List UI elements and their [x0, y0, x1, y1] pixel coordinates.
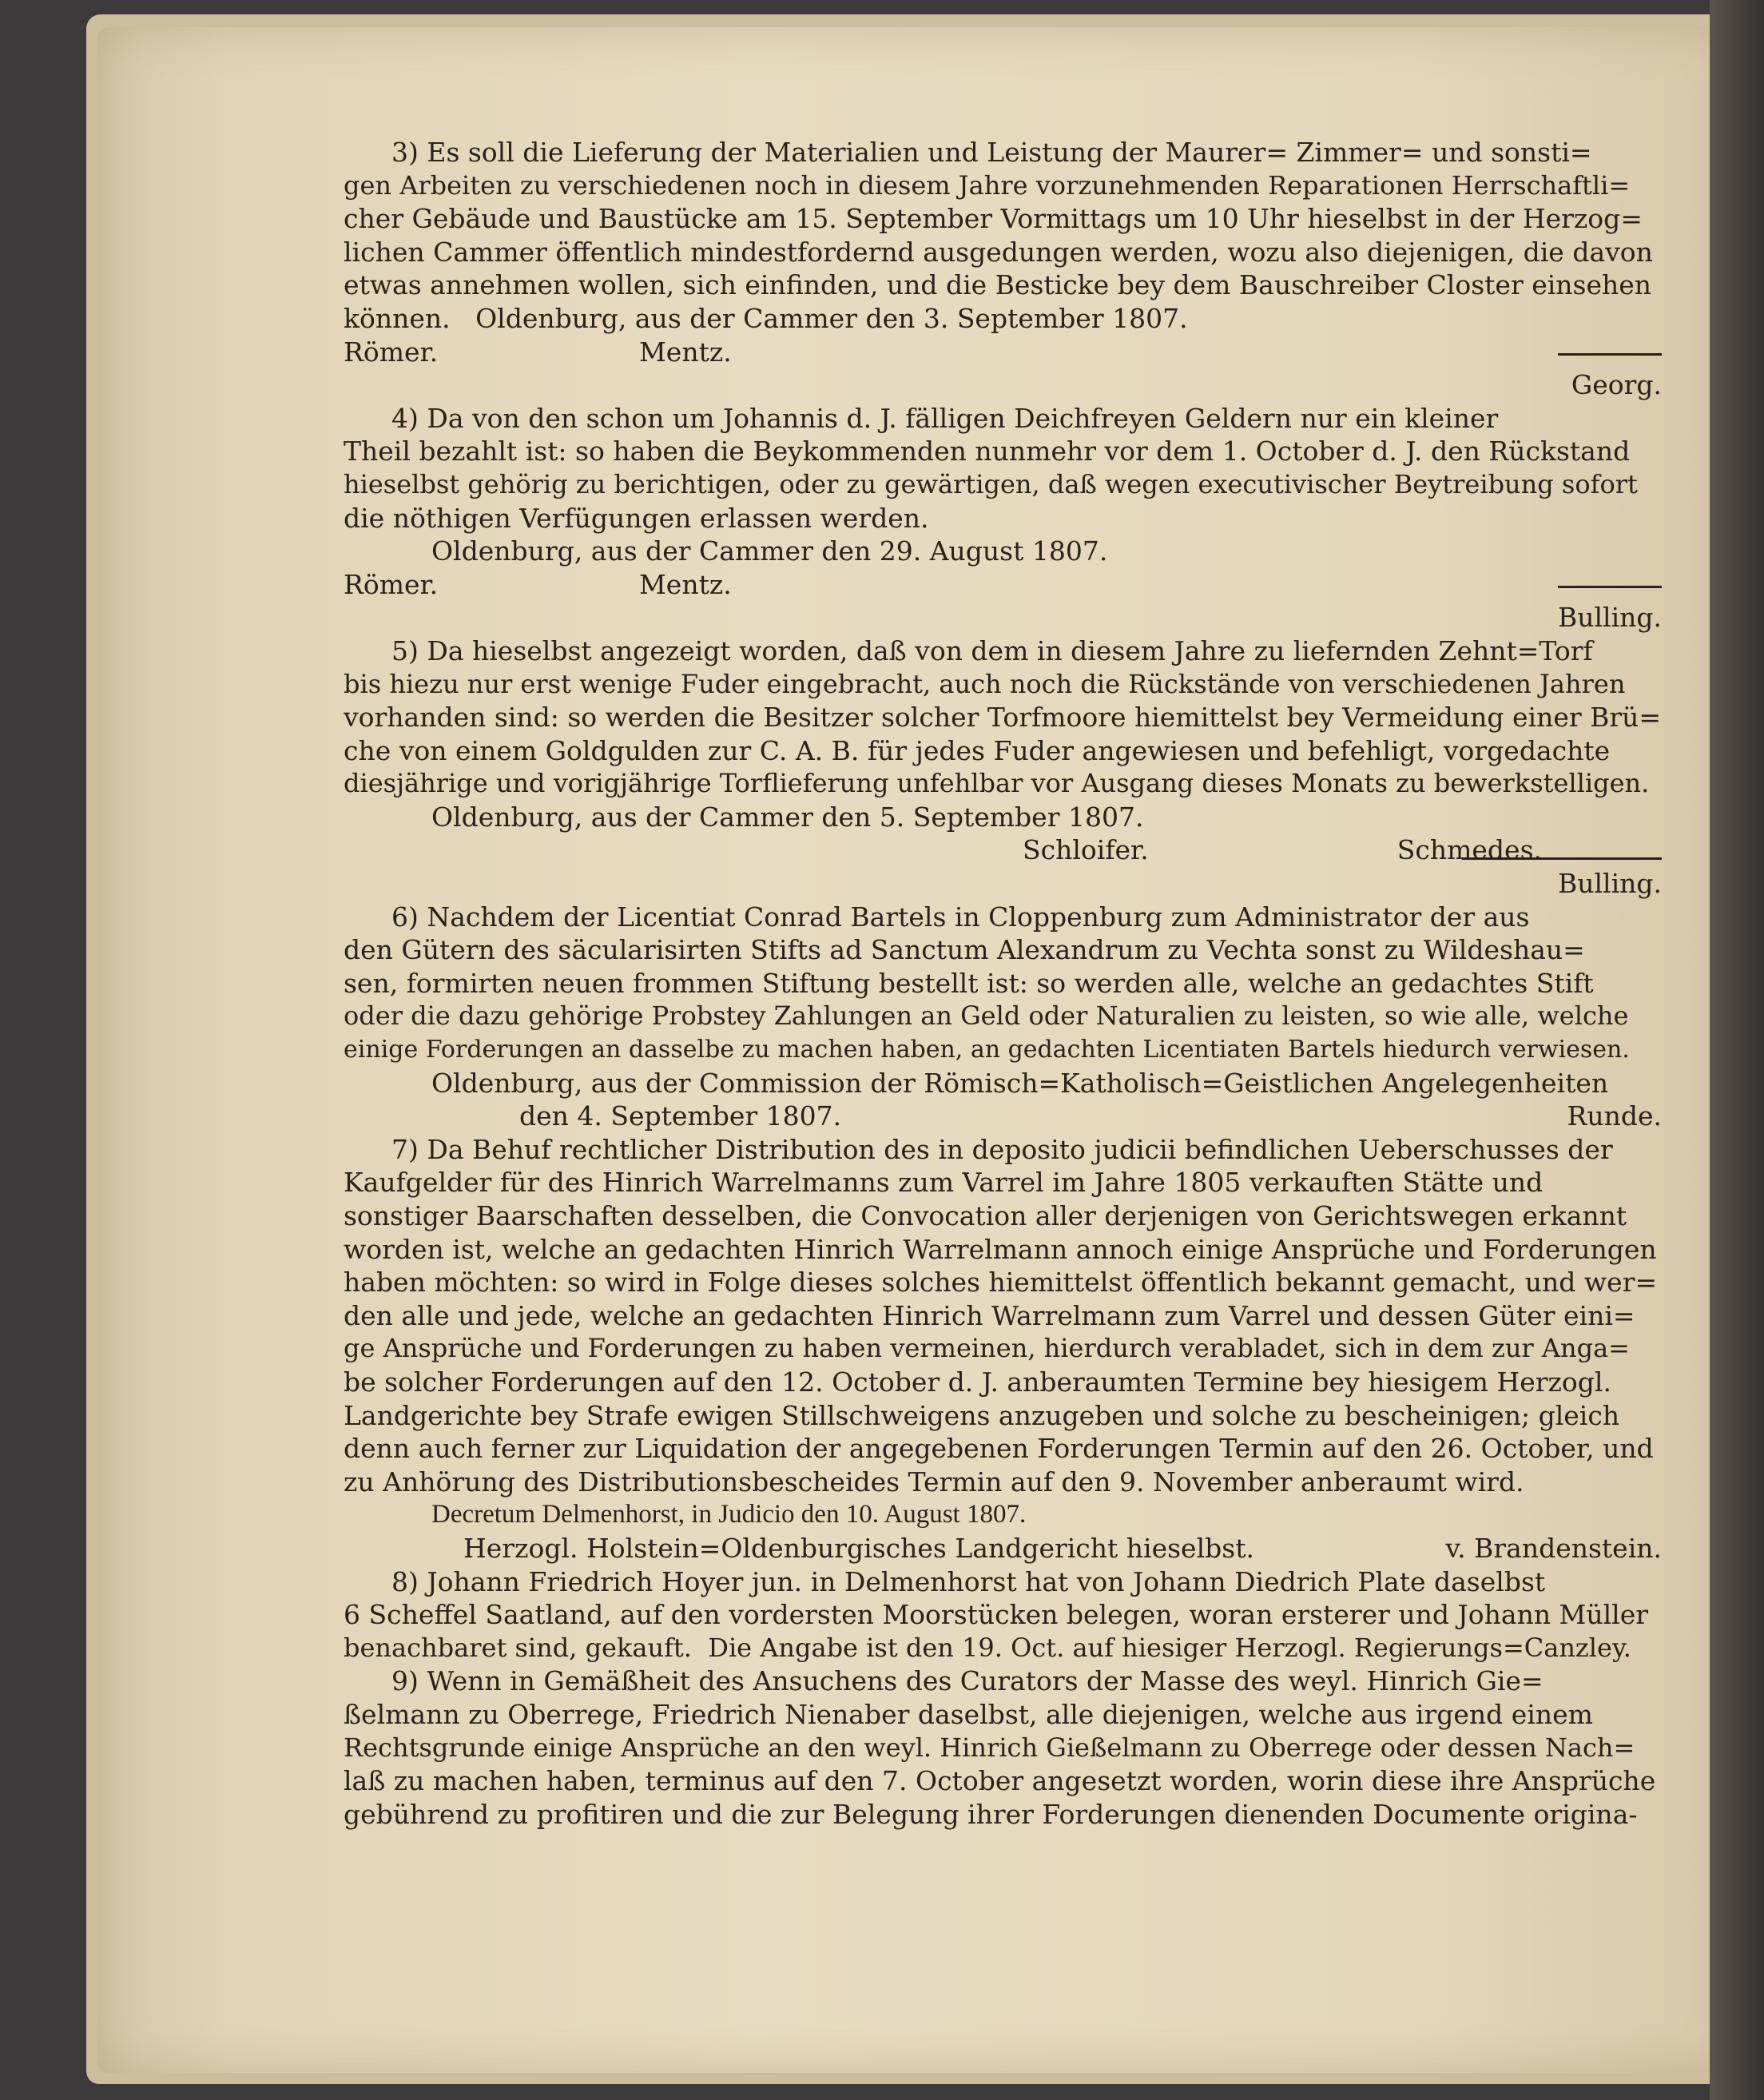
text-line: 6) Nachdem der Licentiat Conrad Bartels in Cloppenburg zum Administrator der aus — [391, 901, 1530, 933]
printed-text — [344, 136, 1662, 1831]
text-line: hieselbst gehörig zu berichtigen, oder zu gewärtigen, daß wegen executivischer Beytreibung sofort — [344, 468, 1638, 499]
text-line: laß zu machen haben, terminus auf den 7. October angesetzt worden, worin diese ihre Ansprüche — [344, 1765, 1656, 1797]
notice-5 — [344, 634, 1662, 901]
text-line: ßelmann zu Oberrege, Friedrich Nienaber daselbst, alle diejenigen, welche aus irgend einem — [344, 1698, 1593, 1730]
court-signature-row — [344, 1532, 1662, 1565]
signature-rule — [1558, 586, 1662, 588]
text-line: 8) Johann Friedrich Hoyer jun. in Delmenhorst hat von Johann Diedrich Plate daselbst — [391, 1565, 1546, 1597]
text-line: Landgerichte bey Strafe ewigen Stillschweigens anzugeben und solche zu bescheinigen; gleich — [344, 1399, 1620, 1431]
signature-bulling: Bulling. — [1557, 602, 1662, 634]
text-line: einige Forderungen an dasselbe zu machen haben, an gedachten Licentiaten Bartels hiedurch verwiesen. — [344, 1036, 1630, 1064]
text-line: 5) Da hieselbst angezeigt worden, daß von dem in diesem Jahre zu liefernden Zehnt=Torf — [391, 634, 1593, 666]
signature-brandenstein: v. Brandenstein. — [1445, 1532, 1662, 1564]
signature-rule — [1462, 857, 1662, 860]
signature-mentz: Mentz. — [639, 336, 732, 368]
text-line: die nöthigen Verfügungen erlassen werden. — [344, 502, 929, 534]
text-line: Rechtsgrunde einige Ansprüche an den weyl. Hinrich Gießelmann zu Oberrege oder dessen Nach= — [344, 1732, 1635, 1763]
text-line: diesjährige und vorigjährige Torflieferung unfehlbar vor Ausgang dieses Monats zu bewerkstelligen. — [344, 768, 1650, 799]
signature-rule — [1558, 353, 1662, 356]
text-line: 6 Scheffel Saatland, auf den vordersten Moorstücken belegen, woran ersterer und Johann Müller — [344, 1599, 1649, 1631]
signature-roemer: Römer. — [344, 568, 439, 600]
text-line: den Gütern des säcularisirten Stifts ad Sanctum Alexandrum zu Vechta sonst zu Wildeshau= — [344, 934, 1585, 966]
signature-georg: Georg. — [1571, 369, 1662, 401]
signature-row — [344, 568, 1662, 602]
text-line: können. Oldenburg, aus der Cammer den 3. September 1807. — [344, 302, 1188, 334]
book-spine — [1710, 0, 1764, 2100]
text-line: gebührend zu profitiren und die zur Belegung ihrer Forderungen dienenden Documente origina- — [344, 1798, 1638, 1830]
text-line: haben möchten: so wird in Folge dieses solches hiemittelst öffentlich bekannt gemacht, und wer= — [344, 1267, 1658, 1299]
text-line: Kaufgelder für des Hinrich Warrelmanns zum Varrel im Jahre 1805 verkauften Stätte und — [344, 1167, 1544, 1199]
signature-schloifer: Schloifer. — [1023, 834, 1149, 866]
place-date: Oldenburg, aus der Cammer den 29. August 1807. — [431, 535, 1108, 567]
text-line: benachbaret sind, gekauft. Die Angabe ist den 19. Oct. auf hiesiger Herzogl. Regierungs=Canzley. — [344, 1632, 1631, 1663]
text-line: den alle und jede, welche an gedachten Hinrich Warrelmann zum Varrel und dessen Güter eini= — [344, 1299, 1635, 1331]
text-line: 4) Da von den schon um Johannis d. J. fälligen Deichfreyen Geldern nur ein kleiner — [391, 402, 1499, 434]
text-line: vorhanden sind: so werden die Besitzer solcher Torfmoore hiemittelst bey Vermeidung einer Brü= — [344, 702, 1662, 734]
signature-runde: Runde. — [1567, 1100, 1662, 1132]
text-line: denn auch ferner zur Liquidation der angegebenen Forderungen Termin auf den 26. October, und — [344, 1433, 1654, 1465]
text-line: ge Ansprüche und Forderungen zu haben vermeinen, hierdurch verabladet, sich in dem zur Anga= — [344, 1333, 1630, 1364]
notice-8 — [344, 1565, 1662, 1665]
signature-schmedes: Schmedes. — [1396, 834, 1542, 866]
signature-row — [344, 336, 1662, 369]
decree-line: Decretum Delmenhorst, in Judicio den 10. August 1807. — [431, 1500, 1027, 1529]
signature-bulling: Bulling. — [1557, 868, 1662, 900]
text-line: be solcher Forderungen auf den 12. October d. J. anberaumten Termine bey hiesigem Herzogl. — [344, 1366, 1611, 1398]
text-line: che von einem Goldgulden zur C. A. B. für jedes Fuder angewiesen und befehligt, vorgedachte — [344, 734, 1611, 766]
text-line: 3) Es soll die Lieferung der Materialien und Leistung der Maurer= Zimmer= und sonsti= — [391, 137, 1592, 168]
signature-mentz: Mentz. — [639, 568, 732, 600]
text-line: oder die dazu gehörige Probstey Zahlungen an Geld oder Naturalien zu leisten, so wie alle, welche — [344, 1000, 1629, 1032]
text-line: sen, formirten neuen frommen Stiftung bestellt ist: so werden alle, welche an gedachtes Stift — [344, 967, 1594, 999]
text-line: 9) Wenn in Gemäßheit des Ansuchens des Curators der Masse des weyl. Hinrich Gie= — [391, 1665, 1544, 1697]
notice-6 — [344, 901, 1662, 1133]
text-line: 7) Da Behuf rechtlicher Distribution des in deposito judicii befindlichen Ueberschusses der — [391, 1133, 1613, 1165]
signature-roemer: Römer. — [344, 336, 439, 368]
text-line: lichen Cammer öffentlich mindestfordernd ausgedungen werden, wozu also diejenigen, die davon — [344, 236, 1653, 268]
notice-7 — [344, 1133, 1662, 1565]
text-line: zu Anhörung des Distributionsbescheides Termin auf den 9. November anberaumt wird. — [344, 1466, 1524, 1497]
notice-4 — [344, 402, 1662, 634]
text-line: gen Arbeiten zu verschiedenen noch in diesem Jahre vorzunehmenden Reparationen Herrschaftli= — [344, 169, 1631, 201]
text-line: cher Gebäude und Baustücke am 15. September Vormittags um 10 Uhr hieselbst in der Herzog= — [344, 203, 1643, 235]
notice-9 — [344, 1664, 1662, 1831]
place-line: Oldenburg, aus der Commission der Römisch=Katholisch=Geistlichen Angelegenheiten — [431, 1067, 1609, 1099]
text-line: bis hiezu nur erst wenige Fuder eingebracht, auch noch die Rückstände von verschiedenen Jahren — [344, 668, 1626, 699]
date-line: den 4. September 1807. — [519, 1100, 842, 1132]
text-line: worden ist, welche an gedachten Hinrich Warrelmann annoch einige Ansprüche und Forderungen — [344, 1233, 1657, 1265]
text-line: etwas annehmen wollen, sich einfinden, und die Besticke bey dem Bauschreiber Closter einsehen — [344, 269, 1652, 301]
place-date: Oldenburg, aus der Cammer den 5. September 1807. — [431, 801, 1144, 833]
text-line: sonstiger Baarschaften desselben, die Convocation aller derjenigen von Gerichtswegen erkannt — [344, 1200, 1627, 1231]
signature-row — [344, 833, 1662, 867]
notice-3 — [344, 136, 1662, 402]
text-line: Theil bezahlt ist: so haben die Beykommenden nunmehr vor dem 1. October d. J. den Rückstand — [344, 436, 1631, 467]
date-signature-row — [344, 1100, 1662, 1133]
court-line: Herzogl. Holstein=Oldenburgisches Landgericht hieselbst. — [463, 1532, 1254, 1564]
